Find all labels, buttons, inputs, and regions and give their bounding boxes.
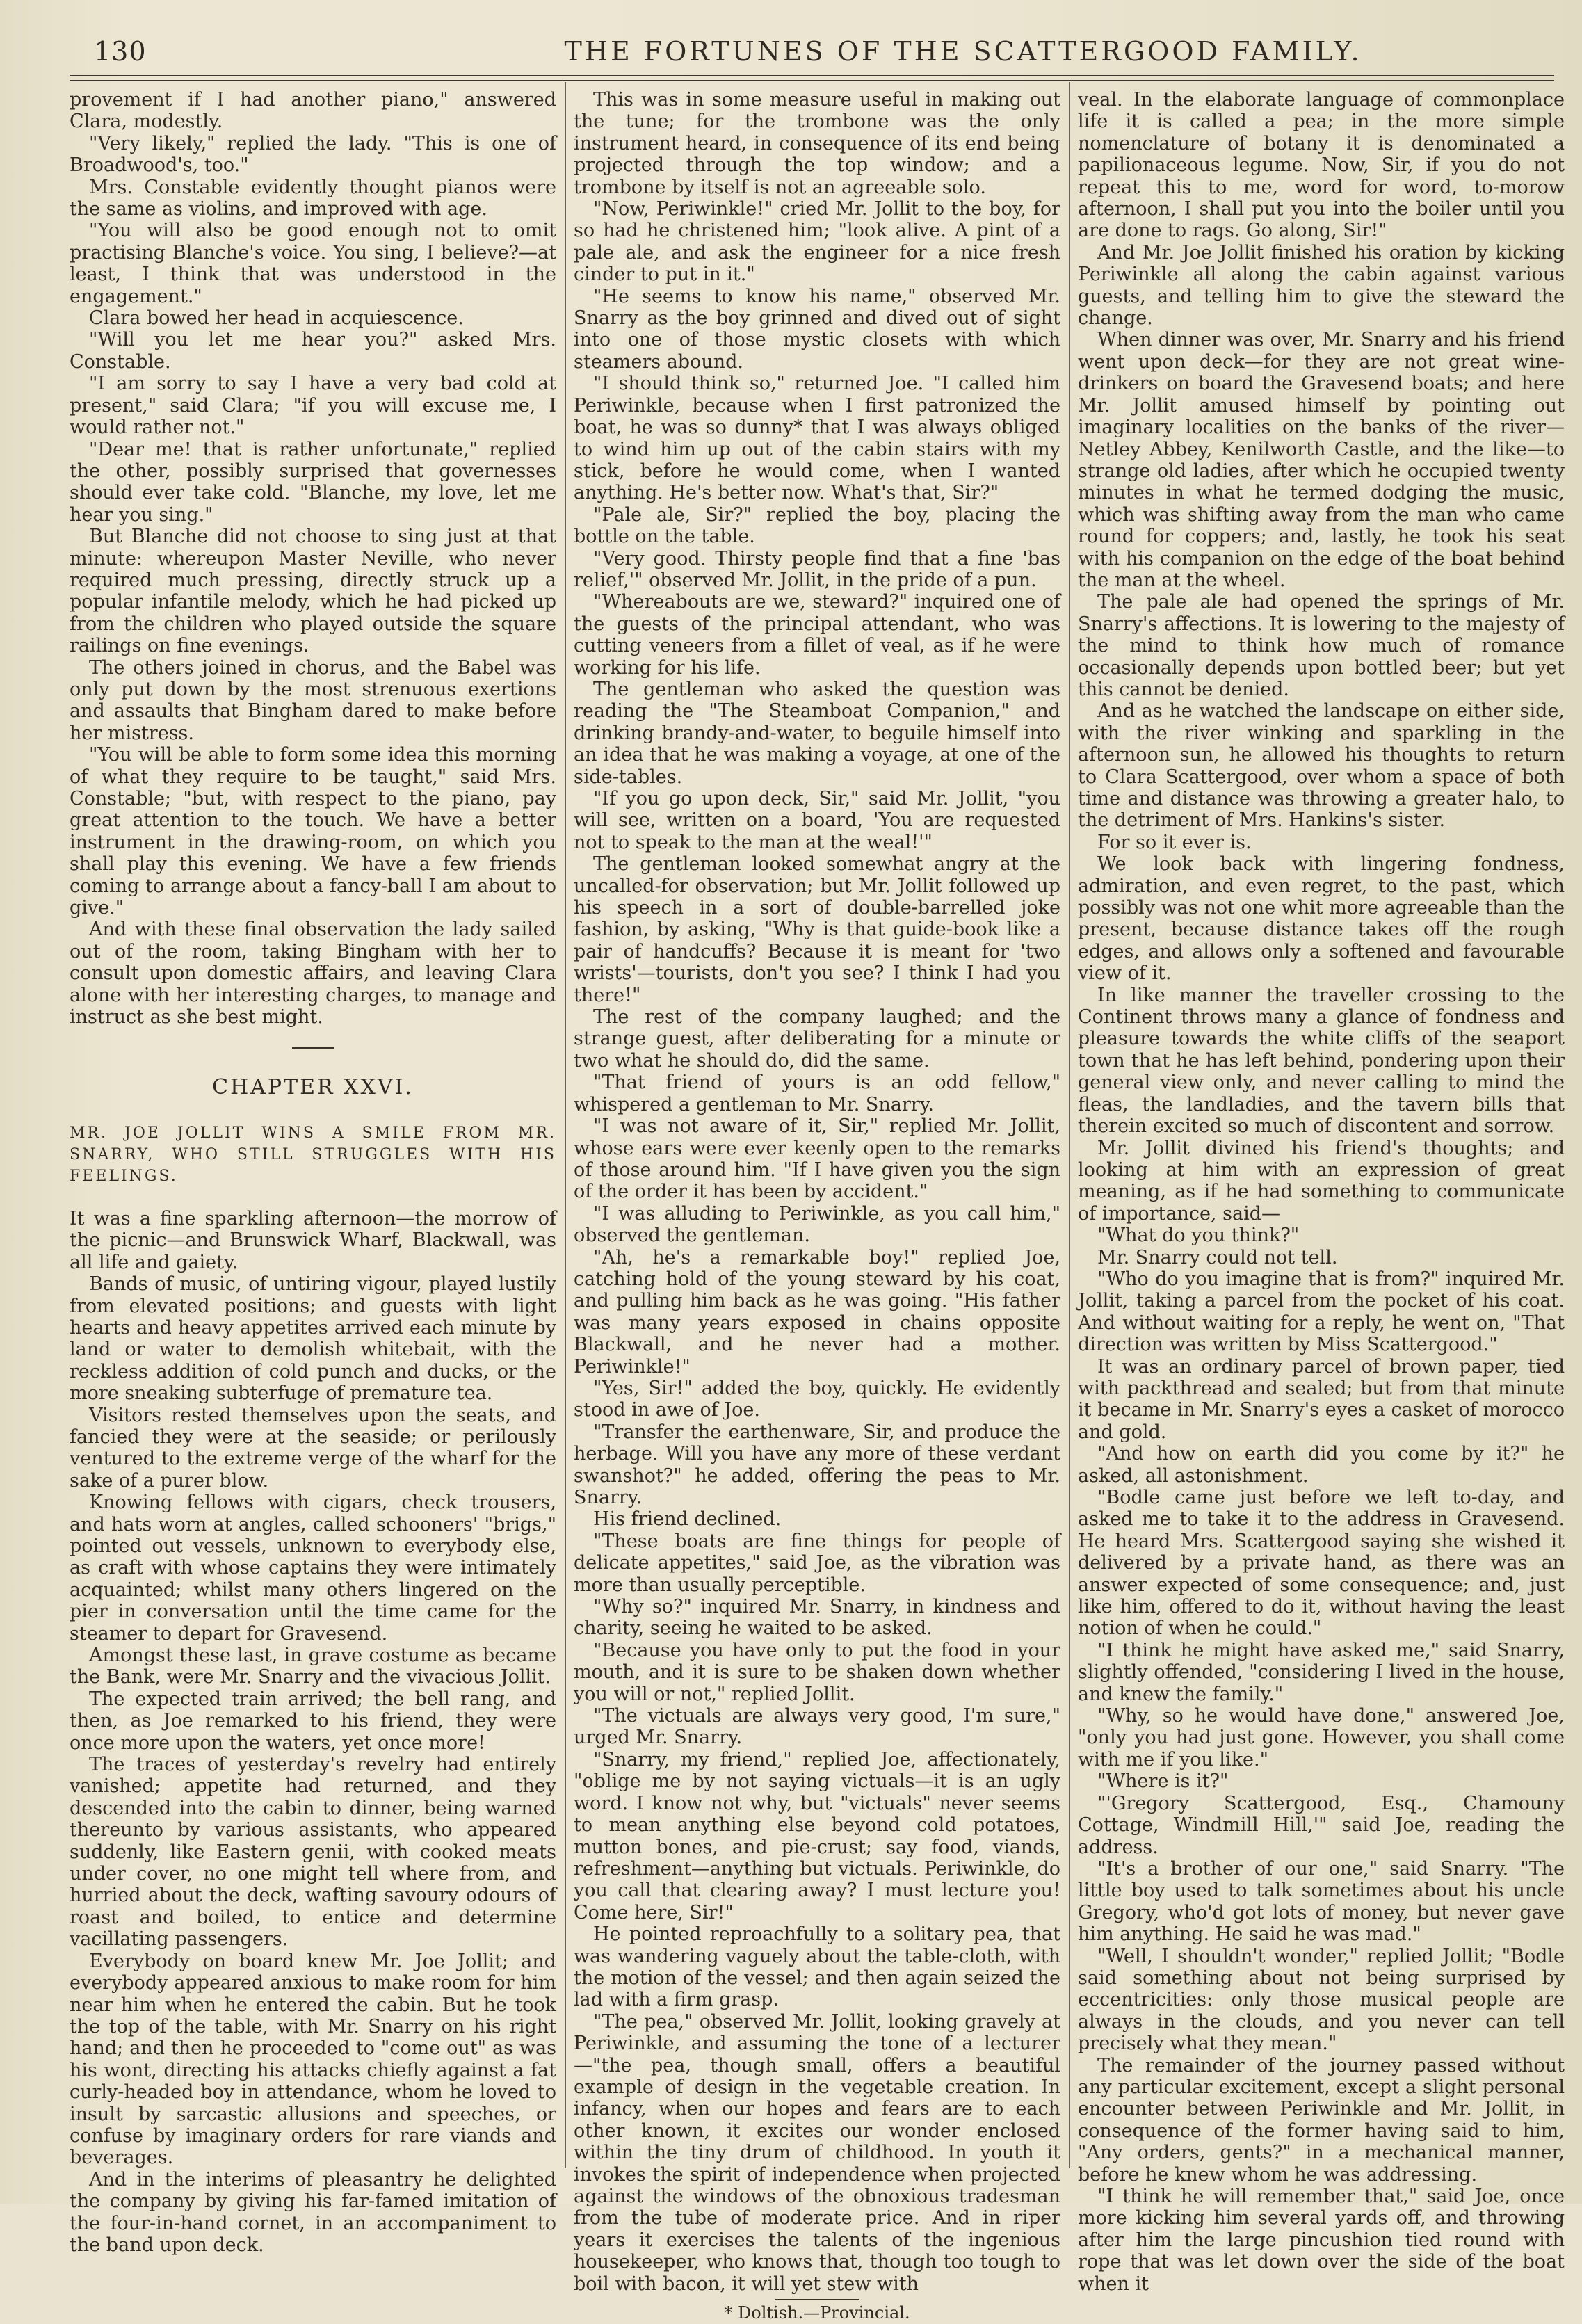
- paragraph: "That friend of yours is an odd fellow," whispered a gentleman to Mr. Snarry.: [574, 1072, 1060, 1115]
- paragraph: "Snarry, my friend," replied Joe, affectionately, "oblige me by not saying victuals—it is an ugly word. I know not why, but "victuals" never seems to mean anything else beyond cold potatoes, mutton bones, and pie-crust; say food, viands, refreshment—anything but victuals. Periwinkle, do you call that clearing away? I must lecture you! Come here, Sir!": [574, 1748, 1060, 1923]
- paragraph: "What do you think?": [1097, 1225, 1300, 1247]
- page-header: [94, 36, 1554, 70]
- paragraph: And Mr. Joe Jollit finished his oration by kicking Periwinkle all along the cabin against various guests, and telling him to give the steward the change.: [1078, 241, 1565, 330]
- column-divider: [565, 82, 566, 2168]
- column-1-paragraphs-after: [70, 1208, 556, 2257]
- paragraph: "I think he will remember that," said Joe, once more kicking him several yards off, and throwing after him the large pincushion tied round with rope that was let down over the side of the boat when it: [1078, 2186, 1565, 2295]
- paragraph: "Why so?" inquired Mr. Snarry, in kindness and charity, seeing he waited to be asked.: [574, 1596, 1060, 1640]
- paragraph: And as he watched the landscape on either side, with the river winking and sparkling in the afternoon sun, he allowed his thoughts to return to Clara Scattergood, over whom a space of both time and distance was throwing a greater halo, to the detriment of Mrs. Hankins's sister.: [1078, 700, 1565, 832]
- paragraph: Everybody on board knew Mr. Joe Jollit; and everybody appeared anxious to make room for him near him when he entered the cabin. But he took the top of the table, with Mr. Snarry on his right hand; and then he proceeded to "come out" as was his wont, directing his attacks chiefly against a fat curly-headed boy in attendance, whom he loved to insult by sarcastic allusions and speeches, or confuse by imaginary orders for rare viands and beverages.: [70, 1950, 556, 2169]
- paragraph: It was an ordinary parcel of brown paper, tied with packthread and sealed; but from that minute it became in Mr. Snarry's eyes a casket of morocco and gold.: [1078, 1355, 1565, 1443]
- paragraph: "I was not aware of it, Sir," replied Mr. Jollit, whose ears were ever keenly open to the remarks of those around him. "If I have given you the sign of the order it has been by accident.": [574, 1115, 1060, 1203]
- paragraph: The gentleman looked somewhat angry at the uncalled-for observation; but Mr. Jollit followed up his speech in a sort of double-barrelled joke fashion, by asking, "Why is that guide-book like a pair of handcuffs? Because it is meant for 'two wrists'—tourists, don't you see? I think I had you there!": [574, 853, 1060, 1006]
- paragraph: "I am sorry to say I have a very bad cold at present," said Clara; "if you will excuse me, I would rather not.": [70, 373, 556, 439]
- paragraph: "Yes, Sir!" added the boy, quickly. He evidently stood in awe of Joe.: [574, 1377, 1060, 1421]
- text-column-2: [574, 89, 1060, 2324]
- footnote-rule: [775, 2299, 859, 2300]
- column-divider: [1069, 82, 1070, 2168]
- running-title: THE FORTUNES OF THE SCATTERGOOD FAMILY.: [564, 36, 1362, 67]
- paragraph: "Dear me! that is rather unfortunate," replied the other, possibly surprised that governesses should ever take cold. "Blanche, my love, let me hear you sing.": [70, 438, 556, 526]
- column-3-paragraphs: [1078, 89, 1565, 2295]
- paragraph: "Because you have only to put the food in your mouth, and it is sure to be shaken down whether you will or not," replied Jollit.: [574, 1639, 1060, 1705]
- paragraph: "These boats are fine things for people of delicate appetites," said Joe, as the vibration was more than usually perceptible.: [574, 1530, 1060, 1596]
- paragraph: "Pale ale, Sir?" replied the boy, placing the bottle on the table.: [574, 503, 1060, 548]
- paragraph: We look back with lingering fondness, admiration, and even regret, to the past, which possibly was not one whit more agreeable than the present, because distance takes off the rough edges, and allows only a softened and favourable view of it.: [1078, 853, 1565, 985]
- header-rule: [70, 75, 1554, 81]
- text-column-3: [1078, 89, 1565, 2295]
- paragraph: The traces of yesterday's revelry had entirely vanished; appetite had returned, and they descended into the cabin to dinner, being warned thereunto by various assistants, who appeared suddenly, like Eastern genii, with cooked meats under cover, no one might tell where from, and hurried about the deck, wafting savoury odours of roast and boiled, to entice and determine vacillating passengers.: [70, 1754, 556, 1951]
- paragraph: Visitors rested themselves upon the seats, and fancied they were at the seaside; or perilously ventured to the extreme verge of the wharf for the sake of a purer blow.: [70, 1404, 556, 1492]
- paragraph: But Blanche did not choose to sing just at that minute: whereupon Master Neville, who never required much pressing, directly struck up a popular infantile melody, which he had picked up from the children who played outside the square railings on fine evenings.: [70, 526, 556, 657]
- paragraph: "It's a brother of our one," said Snarry. "The little boy used to talk sometimes about his uncle Gregory, who'd got lots of money, but never gave him anything. He said he was mad.": [1078, 1857, 1565, 1946]
- paragraph: And with these final observation the lady sailed out of the room, taking Bingham with her to consult upon domestic affairs, and leaving Clara alone with her interesting charges, to manage and instruct as she best might.: [70, 919, 556, 1028]
- paragraph: "Now, Periwinkle!" cried Mr. Jollit to the boy, for so had he christened him; "look alive. A pint of a pale ale, and ask the engineer for a nice fresh cinder to put in it.": [574, 198, 1060, 286]
- column-1-paragraphs: [70, 89, 556, 1028]
- paragraph: Mrs. Constable evidently thought pianos were the same as violins, and improved with age.: [70, 176, 556, 220]
- paragraph: "I think he might have asked me," said Snarry, slightly offended, "considering I lived in the house, and knew the family.": [1078, 1639, 1565, 1705]
- paragraph: He pointed reproachfully to a solitary pea, that was wandering vaguely about the table-cloth, with the motion of the vessel; and then again seized the lad with a firm grasp.: [574, 1923, 1060, 2011]
- paragraph: The remainder of the journey passed without any particular excitement, except a slight personal encounter between Periwinkle and Mr. Jollit, in consequence of the former having said to him, "Any orders, gents?" in a mechanical manner, before he knew whom he was addressing.: [1078, 2054, 1565, 2186]
- paragraph: "Why, so he would have done," answered Joe, "only you had just gone. However, you shall come with me if you like.": [1078, 1705, 1565, 1770]
- paragraph: "The victuals are always very good, I'm sure," urged Mr. Snarry.: [574, 1705, 1060, 1749]
- paragraph: And in the interims of pleasantry he delighted the company by giving his far-famed imitation of the four-in-hand cornet, in an accompaniment to the band upon deck.: [70, 2168, 556, 2256]
- paragraph: "Very good. Thirsty people find that a fine 'bas relief,'" observed Mr. Jollit, in the pride of a pun.: [574, 547, 1060, 591]
- paragraph: "And how on earth did you come by it?" he asked, all astonishment.: [1078, 1443, 1565, 1487]
- paragraph: In like manner the traveller crossing to the Continent throws many a glance of fondness and pleasure towards the white cliffs of the seaport town that he has left behind, pondering upon their general view only, and never calling to mind the fleas, the landladies, and the tavern bills that therein excited so much of discontent and sorrow.: [1078, 984, 1565, 1138]
- paragraph: veal. In the elaborate language of commonplace life it is called a pea; in the more simple nomenclature of botany it is denominated a papilionaceous legume. Now, Sir, if you do not repeat this to me, word for word, to-morow afternoon, I shall put you into the boiler until you are done to rags. Go along, Sir!": [1078, 89, 1565, 242]
- paragraph: "Who do you imagine that is from?" inquired Mr. Jollit, taking a parcel from the pocket of his coat. And without waiting for a reply, he went on, "That direction was written by Miss Scattergood.": [1078, 1268, 1565, 1356]
- paragraph: "You will be able to form some idea this morning of what they require to be taught," said Mrs. Constable; "but, with respect to the piano, pay great attention to the touch. We have a better instrument in the drawing-room, on which you shall play this evening. We have a few friends coming to arrange about a fancy-ball I am about to give.": [70, 744, 556, 919]
- paragraph: "Very likely," replied the lady. "This is one of Broadwood's, too.": [70, 132, 556, 177]
- paragraph: "Bodle came just before we left to-day, and asked me to take it to the address in Gravesend. He heard Mrs. Scattergood saying she wished it delivered by a private hand, as there was an answer expected of some consequence; and, just like him, offered to do it, without having the least notion of when he could.": [1078, 1487, 1565, 1640]
- paragraph: When dinner was over, Mr. Snarry and his friend went upon deck—for they are not great wine-drinkers on board the Gravesend boats; and here Mr. Jollit amused himself by pointing out imaginary localities on the banks of the river—Netley Abbey, Kenilworth Castle, and the like—to strange old ladies, after which he occupied twenty minutes in what he termed dodging the music, which was shifting away from the man who came round for coppers; and, lastly, he took his seat with his companion on the edge of the boat behind the man at the wheel.: [1078, 329, 1565, 591]
- paragraph: Mr. Jollit divined his friend's thoughts; and looking at him with an expression of great meaning, as if he had something to communicate of importance, said—: [1078, 1137, 1565, 1225]
- paragraph: "I should think so," returned Joe. "I called him Periwinkle, because when I first patronized the boat, he was so dunny* that I was always obliged to wind him up out of the cabin stairs with my stick, before he would come, when I wanted anything. He's better now. What's that, Sir?": [574, 373, 1060, 504]
- paragraph: His friend declined.: [593, 1508, 782, 1531]
- text-column-1: [70, 89, 556, 2256]
- paragraph: "He seems to know his name," observed Mr. Snarry as the boy grinned and dived out of sight into one of those mystic closets with which steamers abound.: [574, 285, 1060, 373]
- paragraph: For so it ever is.: [1097, 831, 1252, 853]
- paragraph: "Transfer the earthenware, Sir, and produce the herbage. Will you have any more of these verdant swanshot?" he added, offering the peas to Mr. Snarry.: [574, 1421, 1060, 1508]
- paragraph: "I was alluding to Periwinkle, as you call him," observed the gentleman.: [574, 1202, 1060, 1247]
- paragraph: provement if I had another piano," answered Clara, modestly.: [70, 89, 556, 133]
- paragraph: The expected train arrived; the bell rang, and then, as Joe remarked to his friend, they were once more upon the waters, yet once more!: [70, 1688, 556, 1754]
- paragraph: This was in some measure useful in making out the tune; for the trombone was the only instrument heard, in consequence of its end being projected through the top window; and a trombone by itself is not an agreeable solo.: [574, 89, 1060, 198]
- paragraph: The pale ale had opened the springs of Mr. Snarry's affections. It is lowering to the majesty of the mind to think how much of romance occasionally depends upon bottled beer; but yet this cannot be denied.: [1078, 591, 1565, 700]
- paragraph: "Well, I shouldn't wonder," replied Jollit; "Bodle said something about not being surprised by eccentricities: only those musical people are always in the clouds, and you never can tell precisely what they mean.": [1078, 1945, 1565, 2055]
- paragraph: Mr. Snarry could not tell.: [1097, 1246, 1338, 1268]
- paragraph: Knowing fellows with cigars, check trousers, and hats worn at angles, called schooners' "brigs," pointed out vessels, unknown to everybody else, as craft with whose captains they were intimately acquainted; whilst many others lingered on the pier in conversation until the time came for the steamer to depart for Gravesend.: [70, 1492, 556, 1645]
- chapter-separator: [292, 1047, 334, 1049]
- paragraph: Bands of music, of untiring vigour, played lustily from elevated positions; and guests with light hearts and heavy appetites arrived each minute by land or water to demolish whitebait, with the reckless addition of cold punch and ducks, or the more sneaking subterfuge of premature tea.: [70, 1273, 556, 1405]
- paragraph: "Where is it?": [1097, 1770, 1229, 1793]
- column-2-paragraphs: [574, 89, 1060, 2295]
- page-number: 130: [94, 36, 147, 67]
- chapter-synopsis: MR. JOE JOLLIT WINS A SMILE FROM MR. SNARRY, WHO STILL STRUGGLES WITH HIS FEELINGS.: [70, 1124, 556, 1185]
- footnote: * Doltish.—Provincial.: [724, 2303, 910, 2323]
- paragraph: "Will you let me hear you?" asked Mrs. Constable.: [70, 329, 556, 373]
- paragraph: Clara bowed her head in acquiescence.: [89, 307, 464, 330]
- chapter-title: CHAPTER XXVI.: [212, 1075, 414, 1100]
- paragraph: "You will also be good enough not to omit practising Blanche's voice. You sing, I believe?—at least, I think that was understood in the engagement.": [70, 220, 556, 307]
- paragraph: "'Gregory Scattergood, Esq., Chamouny Cottage, Windmill Hill,'" said Joe, reading the address.: [1078, 1792, 1565, 1858]
- paragraph: It was a fine sparkling afternoon—the morrow of the picnic—and Brunswick Wharf, Blackwall, was all life and gaiety.: [70, 1207, 556, 1273]
- paragraph: "Ah, he's a remarkable boy!" replied Joe, catching hold of the young steward by his coat, and pulling him back as he was going. "His father was many years exposed in chains opposite Blackwall, and he never had a mother. Periwinkle!": [574, 1246, 1060, 1378]
- paragraph: "Whereabouts are we, steward?" inquired one of the guests of the principal attendant, who was cutting veneers from a fillet of veal, as if he were working for his life.: [574, 591, 1060, 679]
- paragraph: The others joined in chorus, and the Babel was only put down by the most strenuous exertions and assaults that Bingham dared to make before her mistress.: [70, 656, 556, 744]
- paragraph: The gentleman who asked the question was reading the "The Steamboat Companion," and drinking brandy-and-water, to beguile himself into an idea that he was making a voyage, at one of the side-tables.: [574, 678, 1060, 788]
- paragraph: "If you go upon deck, Sir," said Mr. Jollit, "you will see, written on a board, 'You are requested not to speak to the man at the weal!'": [574, 788, 1060, 853]
- paragraph: The rest of the company laughed; and the strange guest, after deliberating for a minute or two what he should do, did the same.: [574, 1006, 1060, 1072]
- paragraph: Amongst these last, in grave costume as became the Bank, were Mr. Snarry and the vivacious Jollit.: [70, 1645, 556, 1688]
- paragraph: "The pea," observed Mr. Jollit, looking gravely at Periwinkle, and assuming the tone of a lecturer—"the pea, though small, offers a beautiful example of design in the vegetable creation. In infancy, when our hopes and fears are to each other known, it excites our wonder enclosed within the tiny drum of childhood. In youth it invokes the spirit of independence when projected against the windows of the obnoxious tradesman from the tube of moderate price. And in riper years it exercises the talents of the ingenious housekeeper, who knows that, though too tough to boil with bacon, it will yet stew with: [574, 2010, 1060, 2295]
